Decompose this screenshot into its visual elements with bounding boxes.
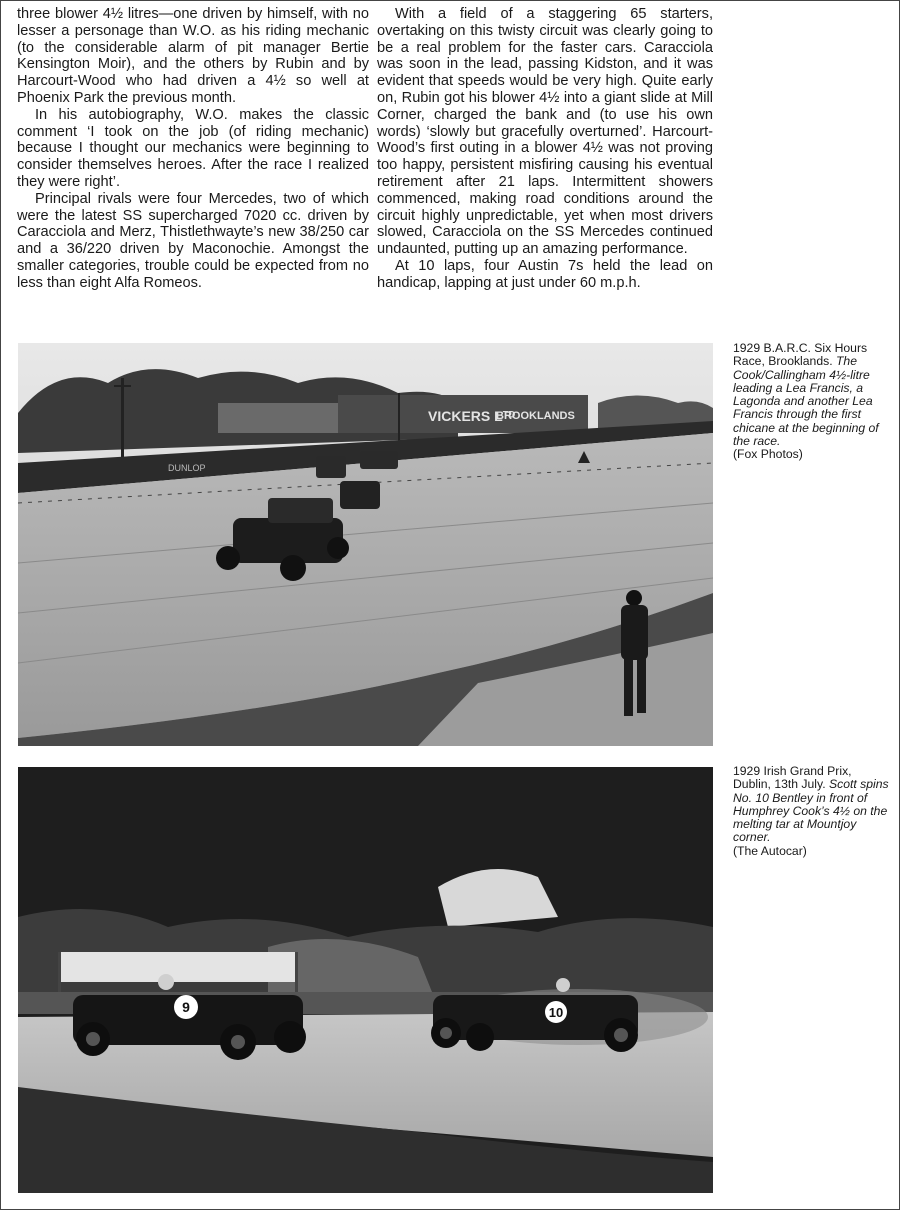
left-paragraph-2: In his autobiography, W.O. makes the classic comment ‘I took on the job (of riding mechanic) because I thought our mechanics were beginning to consider themselves heroes. After the race I realized they were right’. — [17, 106, 369, 190]
car-number-9: 9 — [182, 999, 190, 1015]
caption-1-description: The Cook/Callingham 4½-litre leading a Lea Francis, a Lagonda and another Lea Francis through the first chicane at the beginning of the race. — [733, 354, 879, 449]
caption-2-credit: (The Autocar) — [733, 843, 807, 858]
dunlop-sign: DUNLOP — [168, 463, 206, 473]
vickers-sign: VICKERS Lᵀᴰ — [428, 408, 516, 424]
irish-grand-prix-photo — [18, 767, 713, 1193]
article-left-column — [17, 6, 369, 292]
right-paragraph-2: At 10 laps, four Austin 7s held the lead on handicap, lapping at just under 60 m.p.h. — [377, 257, 713, 291]
right-paragraph-1: With a field of a staggering 65 starters, overtaking on this twisty circuit was clearly going to be a real problem for the faster cars. Caracciola was soon in the lead, passing Kidston, and it was evident that speeds would be very high. Quite early on, Rubin got his blower 4½ into a giant slide at Mill Corner, charged the bank and (to use his own words) ‘slowly but gracefully overturned’. Harcourt-Wood’s first outing in a blower 4½ was not proving too happy, persistent misfiring causing his eventual retirement after 21 laps. Intermittent showers commenced, making road conditions around the circuit highly unpredictable, yet when most drivers slowed, Caracciola on the SS Mercedes continued undaunted, putting up an amazing performance. — [377, 6, 713, 258]
brooklands-race-photo — [18, 343, 713, 746]
left-paragraph-3: Principal rivals were four Mercedes, two of which were the latest SS supercharged 7020 cc. driven by Caracciola and Merz, Thistlethwayte’s new 38/250 car and a 36/220 driven by Maconochie. Amongst the smaller categories, trouble could be expected from no less than eight Alfa Romeos. — [17, 190, 369, 291]
irish-gp-photo-caption — [733, 765, 891, 858]
caption-1-title: 1929 B.A.R.C. Six Hours Race, Brooklands. — [733, 341, 868, 369]
car-number-10: 10 — [548, 1005, 564, 1020]
brooklands-photo-caption — [733, 342, 891, 462]
left-paragraph-1: three blower 4½ litres—one driven by himself, with no lesser a personage than W.O. as his riding mechanic (to the considerable alarm of pit manager Bertie Kensington Moir), and the others by Rubin and by Harcourt-Wood who had driven a 4½ so well at Phoenix Park the previous month. — [17, 6, 369, 106]
article-right-column — [377, 6, 713, 292]
brooklands-sign: BROOKLANDS — [496, 410, 575, 422]
caption-2-description: Scott spins No. 10 Bentley in front of Humphrey Cook’s 4½ on the melting tar at Mountjoy corner. — [733, 777, 889, 845]
caption-1-credit: (Fox Photos) — [733, 447, 803, 462]
caption-2-title: 1929 Irish Grand Prix, Dublin, 13th July. — [733, 764, 852, 792]
